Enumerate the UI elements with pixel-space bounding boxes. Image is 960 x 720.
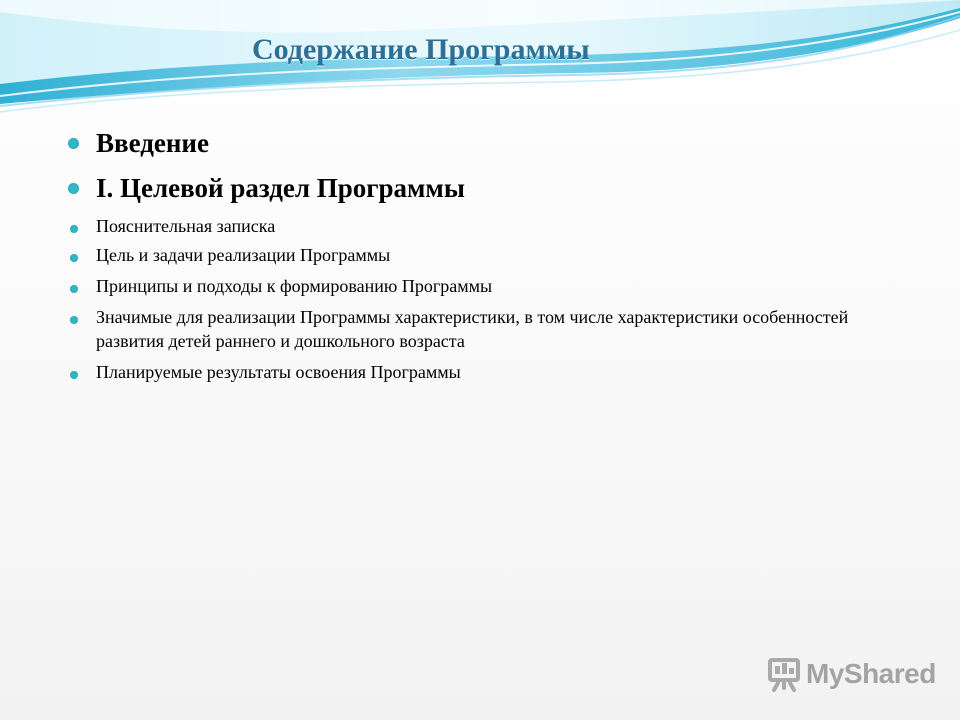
presentation-board-icon bbox=[766, 656, 802, 692]
list-item-text: Пояснительная записка bbox=[96, 216, 276, 236]
bullet-icon bbox=[70, 285, 78, 293]
bullet-icon bbox=[70, 371, 78, 379]
list-item-text: I. Целевой раздел Программы bbox=[96, 173, 465, 203]
list-item-text: Цель и задачи реализации Программы bbox=[96, 245, 391, 265]
bullet-icon bbox=[68, 138, 79, 149]
list-item-text: Принципы и подходы к формированию Программы bbox=[96, 276, 493, 296]
contents-list bbox=[66, 122, 896, 422]
bullet-icon bbox=[70, 254, 78, 262]
list-item-text: Значимые для реализации Программы характеристики, в том числе характеристики особенностей развития детей раннего и дошкольного возраста bbox=[96, 307, 849, 351]
slide-title: Содержание Программы bbox=[252, 33, 590, 66]
watermark-text: MyShared bbox=[806, 658, 936, 689]
list-item-text: Планируемые результаты освоения Программы bbox=[96, 362, 461, 382]
list-item-text: Введение bbox=[96, 128, 209, 158]
bullet-icon bbox=[70, 316, 78, 324]
bullet-icon bbox=[68, 183, 79, 194]
bullet-icon bbox=[70, 225, 78, 233]
myshared-watermark bbox=[766, 656, 936, 694]
